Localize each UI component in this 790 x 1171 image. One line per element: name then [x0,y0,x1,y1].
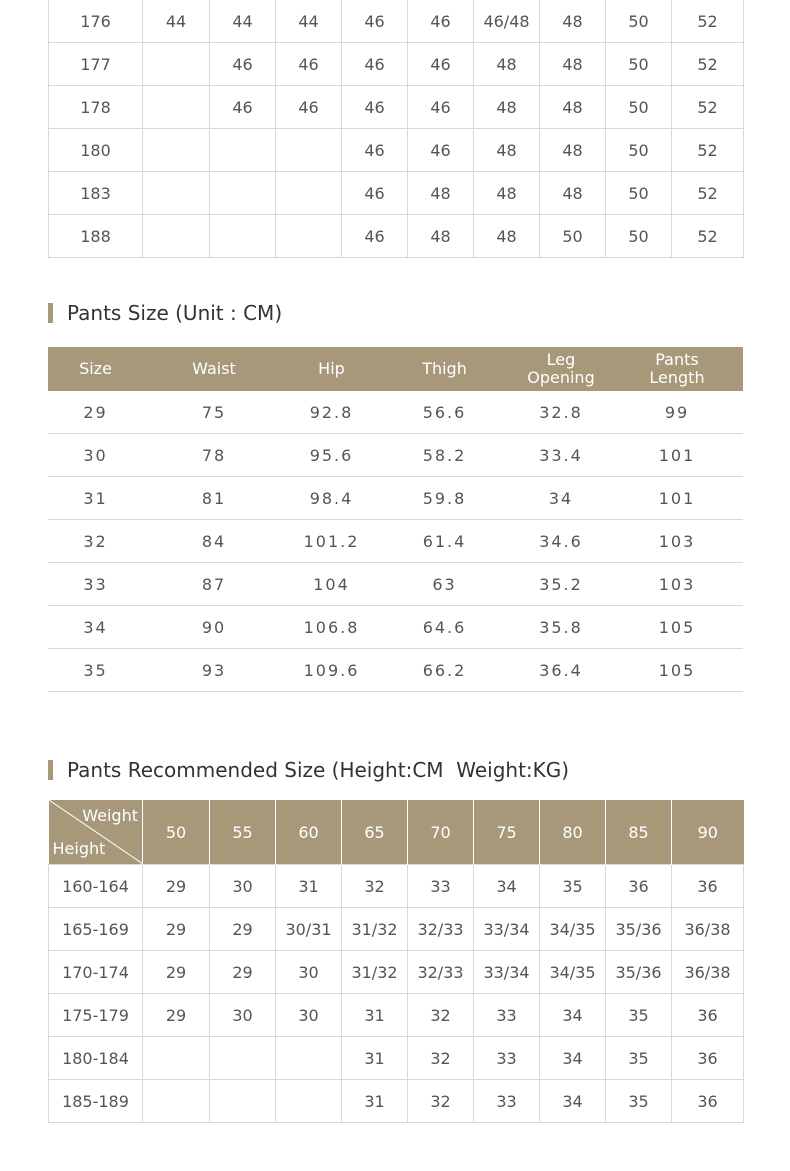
table-cell: 29 [143,994,210,1037]
weight-header: 55 [210,800,276,865]
table-cell: 34 [511,477,611,520]
weight-header: 90 [672,800,744,865]
table-cell: 34.6 [511,520,611,563]
table-cell: 31 [342,994,408,1037]
table-row [48,520,743,563]
table-row [48,606,743,649]
table-cell [210,215,276,258]
table-cell: 48 [540,43,606,86]
table-cell: 48 [474,172,540,215]
table-cell: 95.6 [285,434,378,477]
table-row [49,215,744,258]
table-cell: 35/36 [606,951,672,994]
table-cell: 52 [672,129,744,172]
title-bar-icon [48,760,53,780]
table-cell: 33/34 [474,951,540,994]
table-row [49,865,744,908]
table-cell: 59.8 [378,477,511,520]
column-header: Waist [143,347,285,391]
table-cell: 29 [143,951,210,994]
table-cell: 52 [672,0,744,43]
column-header: Leg Opening [511,347,611,391]
table-cell: 32 [342,865,408,908]
table-cell [143,172,210,215]
table-cell: 50 [606,0,672,43]
table-cell [210,1037,276,1080]
table-cell [276,129,342,172]
table-cell: 31 [342,1037,408,1080]
table-cell: 48 [474,43,540,86]
table-cell: 46/48 [474,0,540,43]
row-label-cell: 185-189 [49,1080,143,1123]
weight-header: 85 [606,800,672,865]
table-cell: 31/32 [342,908,408,951]
table-row [49,951,744,994]
table-cell: 46 [342,86,408,129]
recommended-size-title: Pants Recommended Size (Height:CM Weight:KG) [48,758,569,782]
table-cell: 30 [210,865,276,908]
table-row [48,477,743,520]
table-cell: 64.6 [378,606,511,649]
table-row [48,649,743,692]
table-row [49,172,744,215]
table-cell: 56.6 [378,391,511,434]
table-row [48,391,743,434]
table-cell [143,129,210,172]
table-row [48,434,743,477]
table-cell: 35 [606,1080,672,1123]
table-cell [276,172,342,215]
table-cell: 103 [611,563,743,606]
table-cell: 48 [540,172,606,215]
table-cell: 33/34 [474,908,540,951]
table-cell [143,1080,210,1123]
table-cell: 46 [408,129,474,172]
table-cell: 50 [540,215,606,258]
table-cell: 75 [143,391,285,434]
table-cell: 81 [143,477,285,520]
table-cell: 48 [474,86,540,129]
table-cell: 33 [408,865,474,908]
table-row [49,908,744,951]
table-cell: 36 [606,865,672,908]
weight-header: 75 [474,800,540,865]
table-cell: 35.8 [511,606,611,649]
pants-size-table [48,347,743,692]
weight-header: 80 [540,800,606,865]
table-cell [276,215,342,258]
table-cell: 66.2 [378,649,511,692]
table-cell: 98.4 [285,477,378,520]
table-cell: 52 [672,43,744,86]
table-cell: 101 [611,477,743,520]
table-cell: 101 [611,434,743,477]
table-cell: 46 [408,86,474,129]
weight-header: 70 [408,800,474,865]
table-cell: 35 [606,1037,672,1080]
table-cell: 30/31 [276,908,342,951]
table-cell: 30 [276,951,342,994]
table-cell: 34 [474,865,540,908]
table-cell: 52 [672,86,744,129]
table-cell: 32 [408,994,474,1037]
table-cell: 33 [474,1080,540,1123]
table-row [49,994,744,1037]
table-cell: 48 [408,172,474,215]
table-cell: 46 [342,215,408,258]
table-cell: 52 [672,215,744,258]
table-cell [143,215,210,258]
table-cell: 31 [342,1080,408,1123]
table-cell [143,43,210,86]
column-header: Pants Length [611,347,743,391]
table-cell: 29 [210,908,276,951]
table-cell: 36 [672,994,744,1037]
table-cell: 36 [672,865,744,908]
table-cell: 33 [474,994,540,1037]
table-cell: 46 [210,43,276,86]
row-label-cell: 165-169 [49,908,143,951]
table-cell: 104 [285,563,378,606]
table-row [49,129,744,172]
table-cell: 106.8 [285,606,378,649]
table-cell: 36/38 [672,951,744,994]
table-cell: 92.8 [285,391,378,434]
table-cell: 48 [540,86,606,129]
recommended-size-table [48,800,744,1123]
row-label-cell: 176 [49,0,143,43]
table-cell [210,129,276,172]
row-label-cell: 160-164 [49,865,143,908]
table-cell: 99 [611,391,743,434]
table-cell: 30 [210,994,276,1037]
row-label-cell: 32 [48,520,143,563]
table-cell: 48 [408,215,474,258]
table-cell: 32/33 [408,908,474,951]
row-label-cell: 188 [49,215,143,258]
table-cell: 33 [474,1037,540,1080]
table-cell: 87 [143,563,285,606]
table-cell: 31 [276,865,342,908]
top-size-table [48,0,744,258]
table-cell: 48 [540,0,606,43]
table-cell: 35 [540,865,606,908]
corner-header: Weight Height [49,800,143,865]
pants-size-title: Pants Size (Unit : CM) [48,301,282,325]
table-cell [276,1037,342,1080]
row-label-cell: 29 [48,391,143,434]
table-cell: 34 [540,1037,606,1080]
table-cell: 50 [606,86,672,129]
table-cell: 46 [210,86,276,129]
row-label-cell: 177 [49,43,143,86]
table-cell: 90 [143,606,285,649]
table-cell: 30 [276,994,342,1037]
table-cell: 46 [342,43,408,86]
table-row [49,1037,744,1080]
table-cell: 36.4 [511,649,611,692]
table-cell: 105 [611,606,743,649]
table-cell: 101.2 [285,520,378,563]
table-cell: 103 [611,520,743,563]
table-cell: 48 [474,215,540,258]
table-cell: 105 [611,649,743,692]
table-cell: 93 [143,649,285,692]
row-label-cell: 178 [49,86,143,129]
column-header: Size [48,347,143,391]
weight-header: 50 [143,800,210,865]
table-cell: 50 [606,172,672,215]
table-cell: 36 [672,1037,744,1080]
table-cell: 78 [143,434,285,477]
row-label-cell: 35 [48,649,143,692]
column-header: Hip [285,347,378,391]
row-label-cell: 30 [48,434,143,477]
table-cell: 52 [672,172,744,215]
table-cell: 46 [342,129,408,172]
table-row [49,43,744,86]
table-cell: 44 [276,0,342,43]
table-cell: 34/35 [540,951,606,994]
table-cell: 50 [606,129,672,172]
table-cell [210,1080,276,1123]
weight-header: 65 [342,800,408,865]
row-label-cell: 180-184 [49,1037,143,1080]
title-bar-icon [48,303,53,323]
row-label-cell: 33 [48,563,143,606]
table-cell: 48 [474,129,540,172]
table-cell: 44 [210,0,276,43]
table-cell [210,172,276,215]
table-row [48,563,743,606]
table-cell: 50 [606,43,672,86]
table-cell: 32 [408,1037,474,1080]
table-cell: 46 [342,0,408,43]
row-label-cell: 183 [49,172,143,215]
table-cell: 46 [276,43,342,86]
column-header: Thigh [378,347,511,391]
weight-header: 60 [276,800,342,865]
table-cell: 32.8 [511,391,611,434]
row-label-cell: 180 [49,129,143,172]
row-label-cell: 175-179 [49,994,143,1037]
table-cell: 29 [143,865,210,908]
table-cell: 31/32 [342,951,408,994]
table-cell: 84 [143,520,285,563]
table-cell: 34 [540,994,606,1037]
table-row [49,0,744,43]
table-cell: 58.2 [378,434,511,477]
table-cell: 61.4 [378,520,511,563]
table-cell: 35/36 [606,908,672,951]
table-cell: 36/38 [672,908,744,951]
table-cell: 29 [143,908,210,951]
table-cell: 34/35 [540,908,606,951]
table-cell [143,86,210,129]
table-cell [143,1037,210,1080]
table-cell: 50 [606,215,672,258]
table-cell: 48 [540,129,606,172]
table-cell: 46 [408,0,474,43]
table-cell: 46 [408,43,474,86]
row-label-cell: 31 [48,477,143,520]
table-cell: 46 [342,172,408,215]
table-cell: 32/33 [408,951,474,994]
table-cell: 63 [378,563,511,606]
table-cell [276,1080,342,1123]
table-cell: 33.4 [511,434,611,477]
table-cell: 29 [210,951,276,994]
row-label-cell: 34 [48,606,143,649]
table-cell: 46 [276,86,342,129]
table-cell: 35 [606,994,672,1037]
table-cell: 35.2 [511,563,611,606]
table-row [49,1080,744,1123]
table-row [49,86,744,129]
table-cell: 36 [672,1080,744,1123]
table-cell: 44 [143,0,210,43]
table-cell: 109.6 [285,649,378,692]
table-cell: 34 [540,1080,606,1123]
table-cell: 32 [408,1080,474,1123]
row-label-cell: 170-174 [49,951,143,994]
